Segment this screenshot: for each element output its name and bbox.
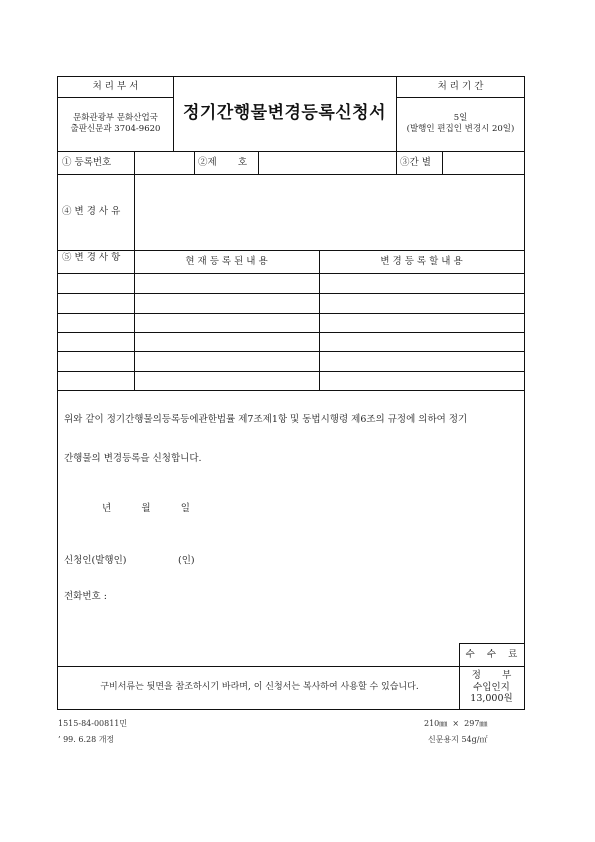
dept-info [58,97,173,151]
change-reason-field[interactable] [134,174,524,250]
dept-name: 문화관광부 문화산업국 [73,113,158,124]
seal-mark: (인) [178,555,195,566]
interval-field[interactable] [442,151,524,174]
fee-stamp [459,666,524,709]
interval-label: ③간 별 [400,156,431,168]
table-row[interactable] [58,332,524,351]
declaration-text-cont: 간행물의 변경등록을 신청합니다. [64,453,202,464]
application-date[interactable]: 년 월 일 [102,503,190,514]
title-label: ②제 호 [198,156,247,168]
application-form [57,76,525,710]
registration-number-field[interactable] [134,151,194,174]
copy-notice: 구비서류는 뒷면을 참조하시기 바라며, 이 신청서는 복사하여 사용할 수 있습니다. [100,681,419,692]
paper-type: 신문용지 54g/㎡ [428,735,488,744]
table-row[interactable] [58,351,524,371]
period-note: (발행인 편집인 변경시 20일) [406,124,515,134]
title-field[interactable] [258,151,396,174]
form-title: 정기간행물변경등록신청서 [182,103,387,124]
paper-size: 210㎜ × 297㎜ [424,719,488,728]
form-number: 1515-84-00811민 [58,719,128,728]
fee-label: 수 수 료 [465,648,518,660]
table-row[interactable] [58,293,524,313]
change-items-label: ⑤ 변 경 사 항 [62,252,121,263]
revision-date: ’ 99. 6.28 개정 [58,735,115,744]
registration-number-label: ① 등록번호 [62,156,112,168]
period-info [396,97,525,151]
table-row[interactable] [58,273,524,293]
period-label: 처 리 기 간 [437,81,484,93]
new-content-header: 변 경 등 록 할 내 용 [380,255,463,267]
current-content-header: 현 재 등 록 된 내 용 [185,255,268,267]
table-row[interactable] [58,371,524,390]
change-reason-label: ④ 변 경 사 유 [62,206,121,218]
fee-amount: 13,000원 [470,693,513,705]
table-row[interactable] [58,313,524,332]
applicant-label: 신청인(발행인) [64,555,127,566]
fee-government: 정 부 [471,669,512,681]
phone-label: 전화번호 : [64,591,107,602]
fee-revenue-stamp: 수입인지 [473,681,510,693]
dept-label: 처 리 부 서 [92,81,139,93]
dept-contact: 출판신문과 3704-9620 [70,124,161,134]
declaration-text: 위와 같이 정기간행물의등록등에관한법률 제7조제1항 및 동법시행령 제6조의 규정에 의하여 정기 [64,414,468,425]
period-days: 5일 [453,113,468,124]
